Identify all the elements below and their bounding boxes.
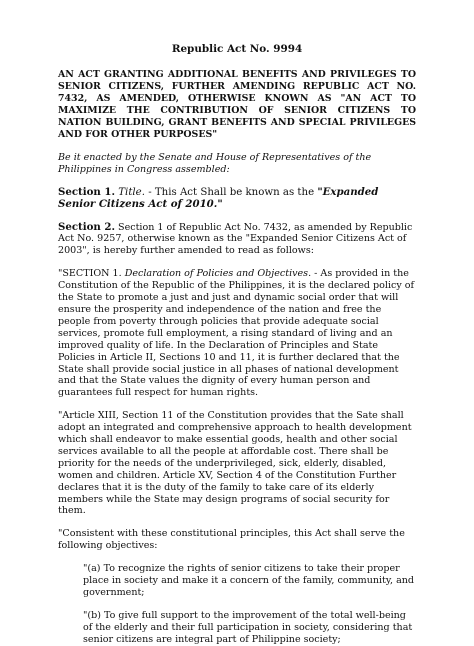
section-2 <box>58 222 416 258</box>
section-1-label: Section 1. <box>58 185 116 198</box>
quoted-section-1-heading: Declaration of Policies and Objectives. <box>124 268 312 280</box>
section-2-label: Section 2. <box>58 220 116 233</box>
quoted-section-1 <box>58 268 416 399</box>
document-title: Republic Act No. 9994 <box>171 43 303 55</box>
quoted-section-1-text: - As provided in the Constitution of the Republic of the Philippines, it is the declared policy of the State to promote a just and just and dynamic social order that will ensure the prosperity and independence of the nation and free the people from poverty through policies that provide adequate social services, promote full employment, a rising standard of living and an improved quality of life. In the Declaration of Principles and State Policies in Article II, Sections 10 and 11, it is further declared that the State shall provide social justice in all phases of national development and that the State values the dignity of every human person and guarantees full respect for human rights. <box>58 268 415 399</box>
consistent-paragraph: "Consistent with these constitutional principles, this Act shall serve the following objectives: <box>58 528 405 552</box>
section-1-title-word: Title. <box>118 186 145 198</box>
section-2-text: Section 1 of Republic Act No. 7432, as amended by Republic Act No. 9257, otherwise known as the "Expanded Senior Citizens Act of 2003", is hereby further amended to read as follows: <box>58 221 413 257</box>
section-1 <box>58 187 416 211</box>
enacting-clause: Be it enacted by the Senate and House of Representatives of the Philippines in Congress assembled: <box>58 151 372 175</box>
short-title: "Expanded Senior Citizens Act of 2010." <box>58 185 379 210</box>
quoted-section-1-prefix: "SECTION 1. <box>58 268 125 280</box>
objective-a: "(a) To recognize the rights of senior citizens to take their proper place in society and make it a concern of the family, community, and government; <box>83 563 415 598</box>
objective-b: "(b) To give full support to the improvement of the total well-being of the elderly and their full participation in society, considering that senior citizens are integral part of Philippine society; <box>83 609 413 645</box>
act-heading: AN ACT GRANTING ADDITIONAL BENEFITS AND PRIVILEGES TO SENIOR CITIZENS, FURTHER AMENDING REPUBLIC ACT NO. 7432, AS AMENDED, OTHERWISE KNOWN AS "AN ACT TO MAXIMIZE THE CONTRIBUTION OF SENIOR CITIZENS TO NATION BUILDING, GRANT BENEFITS AND SPECIAL PRIVILEGES AND FOR OTHER PURPOSES" <box>58 68 416 140</box>
article-xiii-paragraph: "Article XIII, Section 11 of the Constitution provides that the Sate shall adopt an integrated and comprehensive approach to health development which shall endeavor to make essential goods, health and other social services available to all the people at affordable cost. There shall be priority for the needs of the underprivileged, sick, elderly, disabled, women and children. Article XV, Section 4 of the Constitution Further declares that it is the duty of the family to take care of its elderly members while the State may design programs of social security for them. <box>58 410 412 517</box>
section-1-text: - This Act Shall be known as the <box>144 186 318 198</box>
